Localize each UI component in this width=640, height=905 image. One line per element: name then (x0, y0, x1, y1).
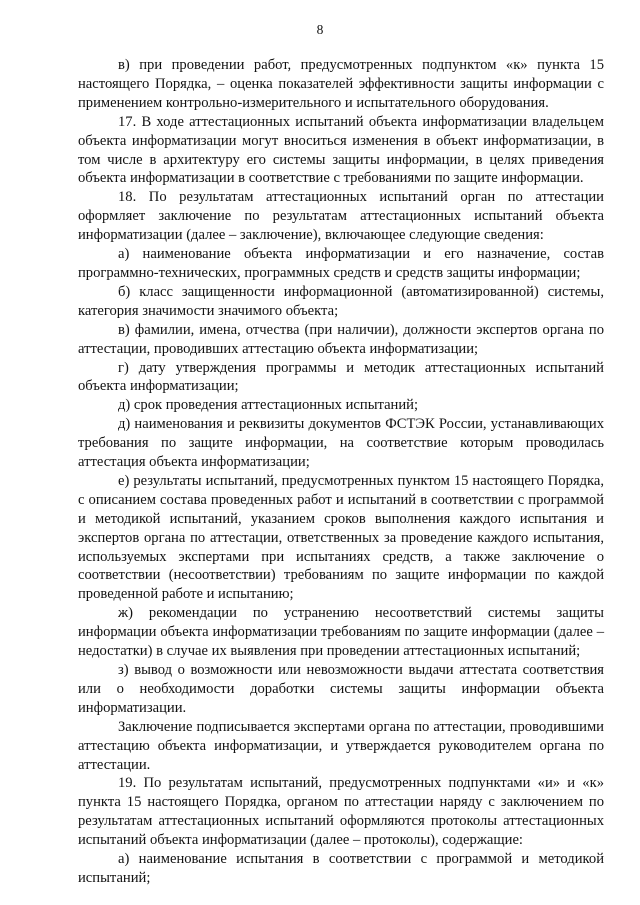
paragraph-18-d2: д) наименования и реквизиты документов ФСТЭК России, устанавливающих требования по защите информации, на соответствие которым проводилась аттестация объекта информатизации; (78, 416, 604, 471)
paragraph-18-b: б) класс защищенности информационной (автоматизированной) системы, категория значимости значимого объекта; (78, 283, 604, 319)
page-number: 8 (316, 22, 324, 37)
paragraph-18: 18. По результатам аттестационных испытаний орган по аттестации оформляет заключение по результатам аттестационных испытаний объекта информатизации (далее – заключение), включающее следующие сведения: (78, 189, 604, 244)
paragraph-19: 19. По результатам испытаний, предусмотренных подпунктами «и» и «к» пункта 15 настоящего Порядка, органом по аттестации наряду с заключением по результатам аттестационных испытаний оформляются протоколы аттестационных испытаний объекта информатизации (далее – протоколы), содержащие: (78, 775, 604, 849)
paragraph-19-a: а) наименование испытания в соответствии с программой и методикой испытаний; (78, 851, 604, 886)
paragraph-18-zh: ж) рекомендации по устранению несоответствий системы защиты информации объекта информатизации требованиям по защите информации (далее – недостатки) в случае их выявления при проведении аттестационных испытаний; (78, 605, 604, 660)
document-body (78, 56, 604, 888)
paragraph-18-z: з) вывод о возможности или невозможности выдачи аттестата соответствия или о необходимости доработки системы защиты информации объекта информатизации. (78, 662, 604, 716)
paragraph-18-a: а) наименование объекта информатизации и его назначение, состав программно-технических, программных средств и средств защиты информации; (78, 246, 604, 281)
paragraph-18-d: д) срок проведения аттестационных испытаний; (118, 397, 419, 414)
paragraph-18-g: г) дату утверждения программы и методик аттестационных испытаний объекта информатизации; (78, 359, 604, 395)
paragraph-18-e: е) результаты испытаний, предусмотренных пунктом 15 настоящего Порядка, с описанием состава проведенных работ и испытаний в соответствии с программой и методикой испытаний, указанием сроков выполнения каждого испытания и экспертов органа по аттестации, ответственных за проведение каждого испытания, используемых экспертами при испытаниях средств, а также заключение о соответствии (несоответствии) требованиям по защите информации по каждой проведенной работе и испытанию; (78, 472, 604, 603)
paragraph-conclusion-signing: Заключение подписывается экспертами органа по аттестации, проводившими аттестацию объекта информатизации, и утверждается руководителем органа по аттестации. (78, 718, 604, 773)
paragraph-17: 17. В ходе аттестационных испытаний объекта информатизации владельцем объекта информатизации могут вноситься изменения в объект информатизации, в том числе в архитектуру его системы защиты информации, в целях приведения объекта информатизации в соответствие с требованиями по защите информации. (78, 113, 604, 187)
paragraph-15-v: в) при проведении работ, предусмотренных подпунктом «к» пункта 15 настоящего Порядка, – оценка показателей эффективности защиты информации с применением контрольно-измерительного и испытательного оборудования. (78, 57, 604, 111)
paragraph-18-v: в) фамилии, имена, отчества (при наличии), должности экспертов органа по аттестации, проводивших аттестацию объекта информатизации; (78, 321, 604, 357)
